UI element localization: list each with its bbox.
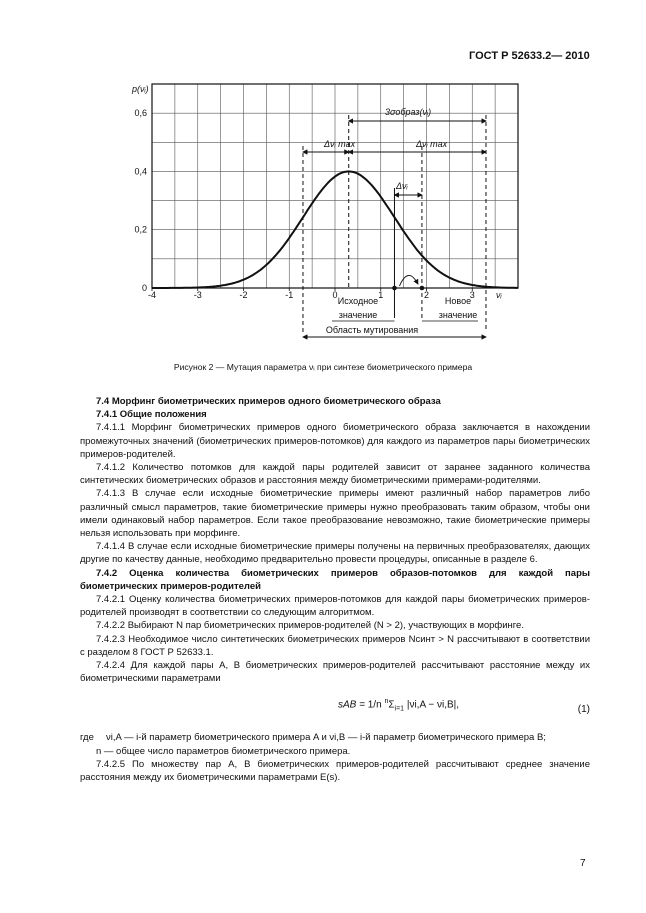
paragraph-7-4-2-4: 7.4.2.4 Для каждой пары A, B биометрических примеров-родителей рассчитывают расстояние между их биометрическими параметрами [80,660,590,685]
dv-max-left-label: Δνᵢ max [324,139,356,149]
chart-grid [152,84,518,288]
y-axis-label: p(νᵢ) [132,84,149,94]
initial-value-label-2: значение [338,310,378,320]
new-value-label-1: Новое [444,296,472,306]
paragraph-7-4-2-2: 7.4.2.2 Выбирают N пар биометрических примеров-родителей (N > 2), участвующих в морфинге. [96,620,524,632]
y-tick-label: 0,6 [134,108,147,119]
x-tick-label: -1 [285,290,294,300]
x-tick-label: 0 [332,290,338,300]
paragraph-7-4-1-4: 7.4.1.4 В случае если исходные биометрические примеры получены на первичных преобразователях, дающих другие по качеству данные, необходимо предварительно провести процедуры, описанные в разделе 6. [80,541,590,566]
dv-label: Δνᵢ [396,181,408,191]
paragraph-7-4-2-3: 7.4.2.3 Необходимое число синтетических биометрических примеров Nсинт > N рассчитывают в соответствии с разделом 8 ГОСТ Р 52633.1. [80,633,590,658]
paragraph-7-4-1-3: 7.4.1.3 В случае если исходные биометрические примеры имеют различный набор параметров либо различный смысл параметров, такие биометрические примеры нужно преобразовать таким образом, чтобы они имели одинаковый набор параметров. Если такое преобразование невозможно, такие биометрические примеры нельзя использовать при морфинге. [80,488,590,540]
figure-mutation-chart [0,0,646,360]
heading-7-4-1: 7.4.1 Общие положения [96,409,207,421]
x-tick-label: 3 [469,290,475,300]
mutation-area-label: Область мутирования [325,325,419,335]
page-header: ГОСТ Р 52633.2— 2010 [469,50,590,62]
heading-7-4: 7.4 Морфинг биометрических примеров одного биометрического образа [96,396,441,407]
formula-number: (1) [577,704,590,716]
formula-1: sAB = 1/n $^n\Sigma_{i=1}$ |νi,A − νi,B|, (1) [338,698,590,716]
where-line-1 [80,731,590,744]
paragraph-7-4-2-5: 7.4.2.5 По множеству пар A, B биометрических примеров-родителей рассчитывают среднее значение расстояния между их биометрическими параметрами E(s). [80,758,590,784]
sigma-label: 3σобраз(νᵢ) [385,107,432,117]
body-text [80,395,590,784]
new-value-label-2: значение [438,310,478,320]
where-label: где [80,732,94,744]
x-tick-label: -4 [147,290,157,300]
x-axis-label: νᵢ [496,290,502,300]
paragraph-7-4-1-1: 7.4.1.1 Морфинг биометрических примеров одного биометрического образа заключается в нахождении промежуточных значений (биометрических примеров-потомков) для каждого из параметров пары биометрических примеров-родителей. [80,422,590,460]
paragraph-7-4-1-2: 7.4.1.2 Количество потомков для каждой пары родителей зависит от заранее заданного количества синтетических биометрических образов и расстояния между биометрическими примерами-родителями. [80,462,590,487]
formula-lhs: sAB = [338,699,365,711]
y-tick-label: 0,2 [134,224,147,235]
x-tick-label: 2 [423,290,430,300]
heading-7-4-2: 7.4.2 Оценка количества биометрических примеров образов-потомков для каждой пары биометрических примеров-родителей [80,567,590,592]
initial-value-point [392,286,397,291]
x-tick-label: 1 [378,290,384,300]
formula-sum-top: n [384,698,389,706]
initial-value-label-1: Исходное [337,296,379,306]
where-line-2: n — общее число параметров биометрического примера. [96,745,351,757]
y-tick-label: 0 [141,283,147,293]
where-text-1: νi,A — i-й параметр биометрического примера A и νi,B — i-й параметр биометрического примера B; [106,732,546,744]
formula-rhs: |νi,A − νi,B|, [406,699,460,711]
mutation-jump-arrow [399,275,417,286]
page-number: 7 [580,858,586,869]
paragraph-7-4-2-1: 7.4.2.1 Оценку количества биометрических примеров-потомков для каждой пары биометрических примеров-родителей производят в соответствии со следующим алгоритмом. [80,594,590,619]
x-tick-label: -2 [239,290,248,300]
x-tick-label: -3 [193,290,202,300]
dv-max-right-label: Δνᵢ max [416,139,448,149]
formula-fraction: 1/n [367,699,382,711]
formula-sum-bottom: i=1 [394,705,405,713]
figure-caption: Рисунок 2 — Мутация параметра νᵢ при синтезе биометрического примера [173,362,473,372]
y-tick-label: 0,4 [134,166,147,177]
